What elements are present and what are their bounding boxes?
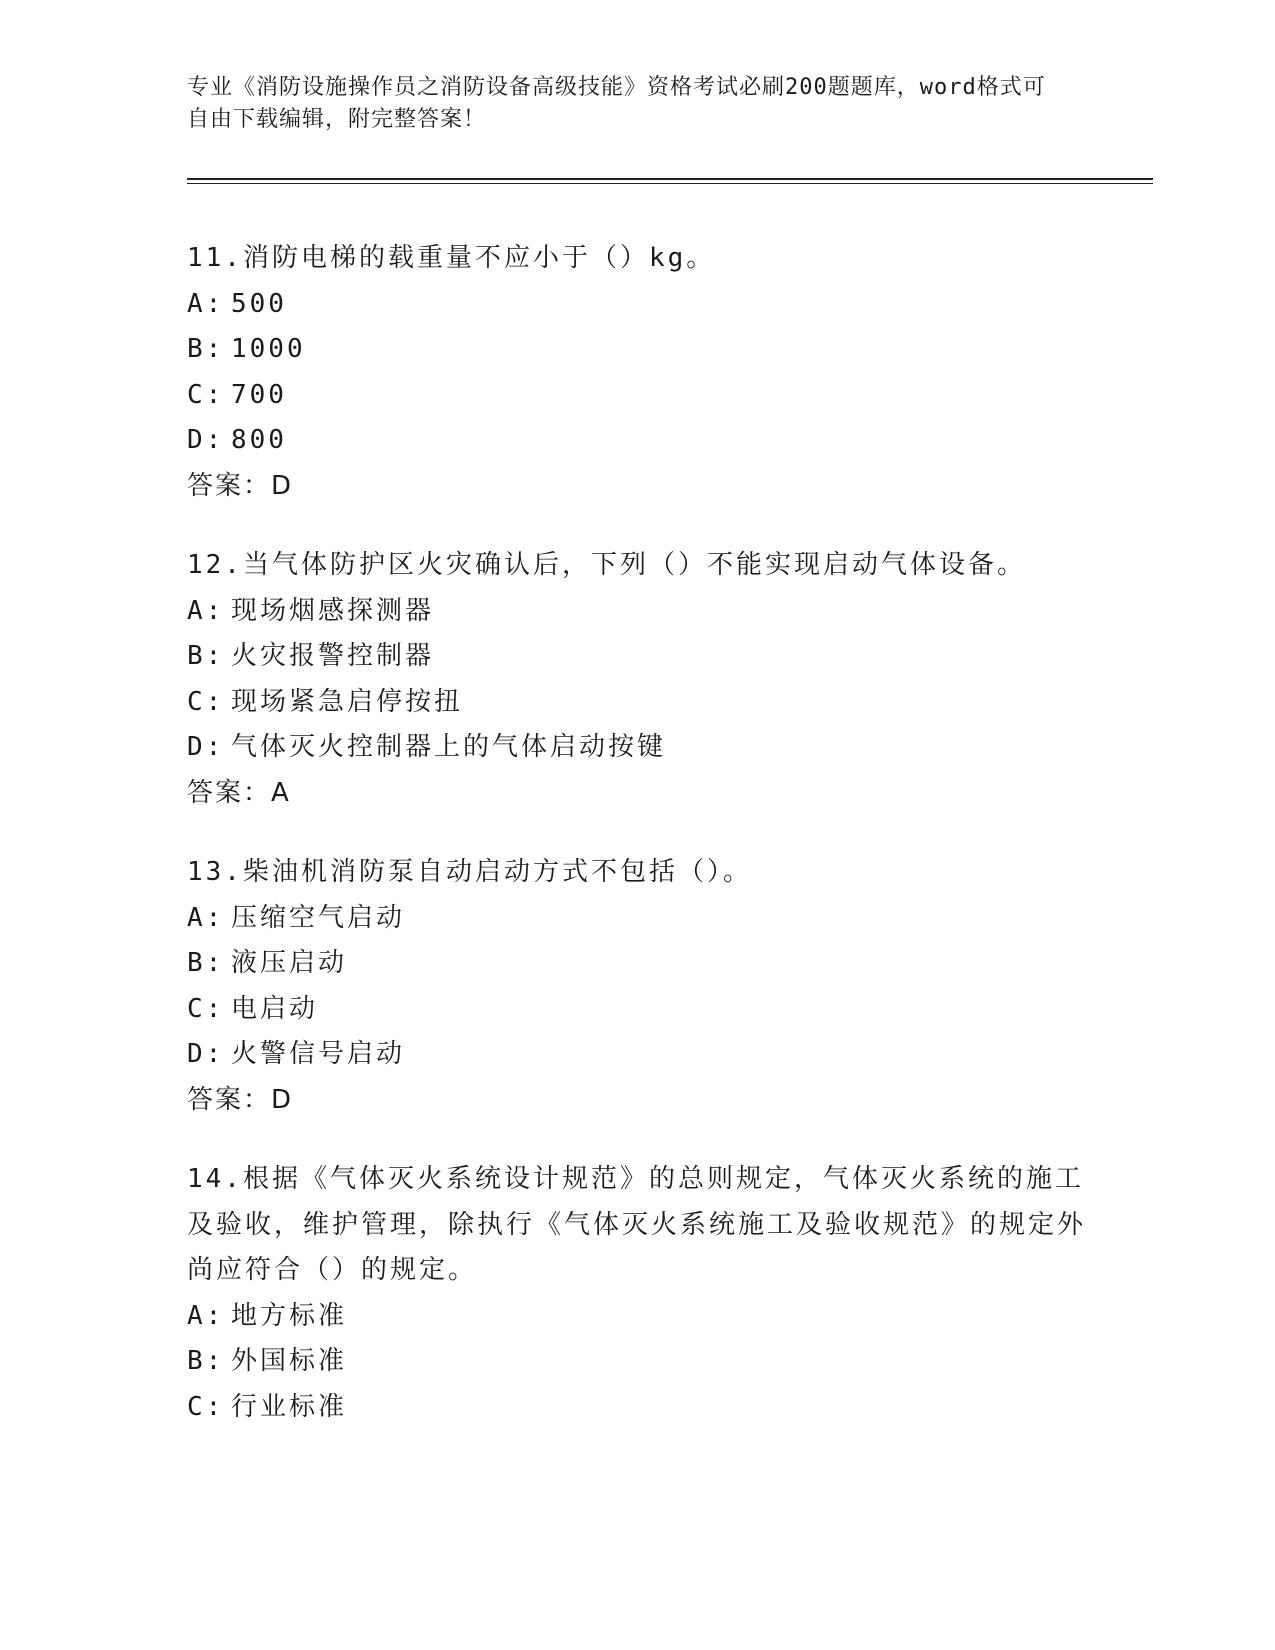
option-text: 800 [231,425,287,455]
option-text: 700 [231,379,287,410]
option-text: 液压启动 [231,948,348,978]
option-b [187,634,1087,680]
option-text: 压缩空气启动 [231,902,406,933]
question-14 [187,1157,1087,1430]
option-text: 地方标准 [231,1300,348,1331]
option-text: 外国标准 [231,1346,348,1376]
answer-line: 答案：D [187,470,294,501]
option-text: 电启动 [231,993,319,1024]
option-text: 500 [231,288,287,319]
option-text: 火灾报警控制器 [231,641,435,671]
question-list [187,236,1087,1464]
option-text: 气体灭火控制器上的气体启动按键 [231,732,667,762]
option-text: 1000 [231,334,306,364]
option-a [187,896,1087,942]
option-letter: C: [187,686,225,717]
option-letter: D: [187,732,225,762]
answer-line: 答案：A [187,777,291,808]
question-stem: 12.当气体防护区火灾确认后，下列（）不能实现启动气体设备。 [187,550,1026,580]
option-letter: A: [187,1300,225,1331]
option-letter: B: [187,641,225,671]
question-11 [187,236,1087,509]
option-letter: A: [187,902,225,933]
option-a [187,282,1087,328]
question-stem: 13.柴油机消防泵自动启动方式不包括（）。 [187,857,752,887]
option-c [187,987,1087,1033]
option-text: 现场紧急启停按扭 [231,686,464,717]
option-letter: C: [187,1391,225,1422]
question-stem: 14.根据《气体灭火系统设计规范》的总则规定，气体灭火系统的施工及验收，维护管理，除执行《气体灭火系统施工及验收规范》的规定外尚应符合（）的规定。 [187,1164,1087,1285]
option-d [187,1032,1087,1078]
option-letter: B: [187,948,225,978]
option-letter: D: [187,1039,225,1069]
option-letter: D: [187,425,225,455]
option-b [187,327,1087,373]
answer-line: 答案：D [187,1084,294,1115]
document-header: 专业《消防设施操作员之消防设备高级技能》资格考试必刷200题题库，word格式可自由下载编辑，附完整答案！ [187,75,1046,132]
option-letter: B: [187,334,225,364]
option-a [187,1294,1087,1340]
option-d [187,418,1087,464]
question-13 [187,850,1087,1123]
option-letter: C: [187,379,225,410]
option-text: 火警信号启动 [231,1039,406,1069]
question-stem: 11.消防电梯的载重量不应小于（）kg。 [187,243,716,273]
option-letter: C: [187,993,225,1024]
header-divider-thin [187,183,1153,184]
option-text: 现场烟感探测器 [231,595,435,626]
option-c [187,680,1087,726]
option-c [187,373,1087,419]
option-letter: B: [187,1346,225,1376]
header-divider-thick [187,178,1153,180]
option-b [187,1339,1087,1385]
option-a [187,589,1087,635]
option-d [187,725,1087,771]
option-c [187,1385,1087,1431]
option-letter: A: [187,288,225,319]
option-b [187,941,1087,987]
option-text: 行业标准 [231,1391,348,1422]
question-12 [187,543,1087,816]
option-letter: A: [187,595,225,626]
